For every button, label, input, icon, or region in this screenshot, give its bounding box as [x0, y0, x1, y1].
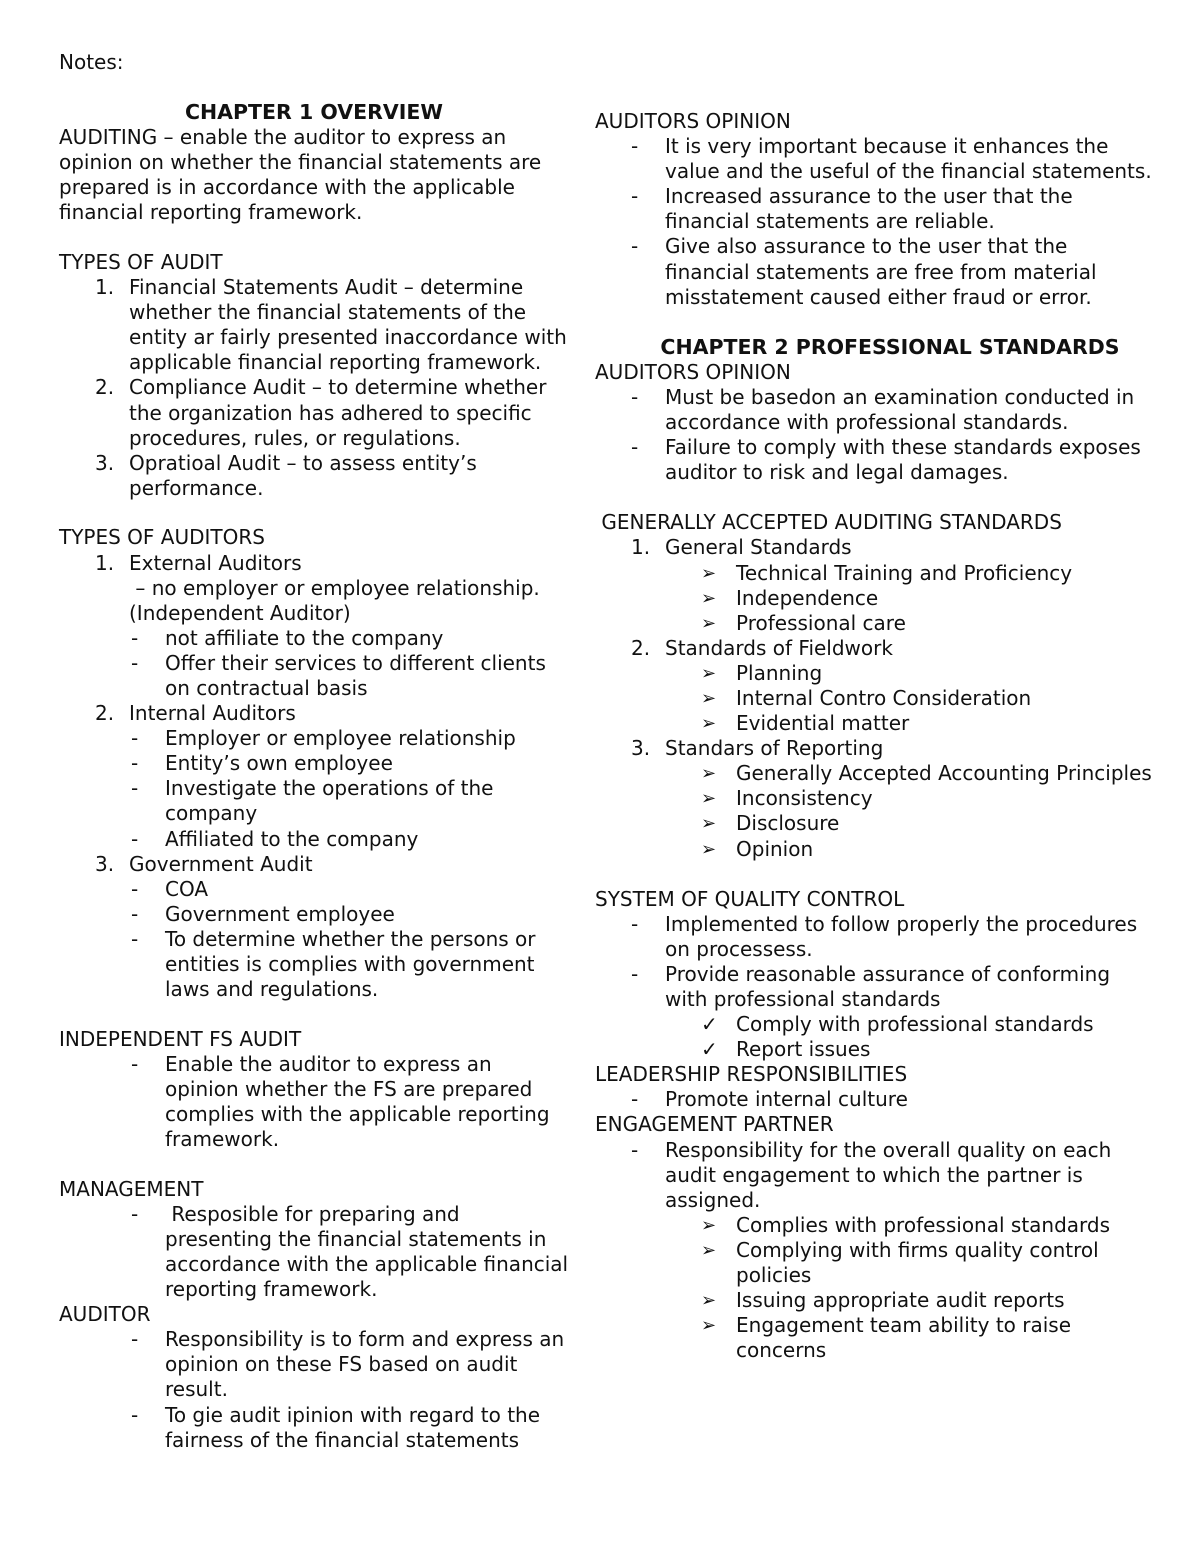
gaas-heading: GENERALLY ACCEPTED AUDITING STANDARDS	[595, 510, 1062, 535]
gaas-standards-of-fieldwork	[595, 636, 1155, 736]
list-item: ➢ Complies with professional standards	[701, 1212, 1111, 1237]
list-item: 2. Standards of Fieldwork	[631, 635, 893, 660]
list-item: ➢ Generally Accepted Accounting Principles	[701, 761, 1152, 786]
list-item: ➢ Opinion	[701, 836, 814, 861]
engagement-partner-list	[595, 1138, 1155, 1364]
list-item: - Failure to comply with these standards exposes auditor to risk and legal damages.	[631, 435, 1141, 485]
auditors-opinion-list-2	[595, 385, 1155, 485]
list-item: - Offer their services to different clients on contractual basis	[131, 650, 546, 700]
external-auditors-item: 1. External Auditors	[95, 550, 302, 575]
auditing-definition: AUDITING – enable the auditor to express an opinion on whether the financial statements are prepared is in accordance with the applicable financial reporting framework.	[59, 125, 542, 225]
internal-auditors-list	[59, 726, 569, 851]
types-of-audit-heading: TYPES OF AUDIT	[59, 249, 223, 274]
list-item: - It is very important because it enhances the value and the useful of the financial statements.	[631, 134, 1152, 184]
leadership-list	[595, 1087, 1155, 1112]
external-auditors-list	[59, 626, 569, 701]
list-item: ✓ Report issues	[701, 1037, 871, 1062]
auditors-opinion-list	[595, 134, 1155, 310]
list-item: 3. Standars of Reporting	[631, 736, 884, 761]
sqc-list	[595, 912, 1155, 1063]
list-item: - Resposible for preparing and presenting the financial statements in accordance with the applicable financial reporting framework.	[131, 1201, 575, 1302]
list-item: ➢ Complying with firms quality control policies	[701, 1237, 1099, 1288]
list-item: - COA	[131, 876, 209, 901]
list-item: - Must be basedon an examination conducted in accordance with professional standards.	[631, 384, 1135, 435]
list-item: - Provide reasonable assurance of conforming with professional standards	[631, 961, 1111, 1011]
auditor-heading: AUDITOR	[59, 1302, 151, 1327]
chapter-2-title: CHAPTER 2 PROFESSIONAL STANDARDS	[660, 334, 1120, 359]
external-auditors-desc: – no employer or employee relationship. (Independent Auditor)	[129, 575, 547, 625]
list-item: ➢ Professional care	[701, 610, 906, 635]
engagement-partner-heading: ENGAGEMENT PARTNER	[595, 1112, 834, 1137]
government-audit-list	[59, 877, 569, 1002]
list-item: - Responsibility for the overall quality on each audit engagement to which the partner is assigned.	[631, 1137, 1112, 1212]
right-column	[595, 109, 1155, 1363]
auditors-opinion-heading: AUDITORS OPINION	[595, 109, 791, 133]
gaas-standards-of-reporting	[595, 736, 1155, 861]
list-item: 2. Compliance Audit – to determine whether the organization has adhered to specific procedures, rules, or regulations.	[95, 375, 547, 450]
list-item: - To gie audit ipinion with regard to the fairness of the financial statements	[131, 1402, 541, 1452]
list-item: ➢ Issuing appropriate audit reports	[701, 1288, 1065, 1313]
auditor-list	[59, 1327, 569, 1452]
list-item: - Promote internal culture	[631, 1087, 908, 1112]
list-item: ➢ Internal Contro Consideration	[701, 685, 1032, 710]
list-item: - Affiliated to the company	[131, 826, 419, 851]
chapter-1-title: CHAPTER 1 OVERVIEW	[184, 100, 444, 124]
list-item: ➢ Independence	[701, 585, 879, 610]
list-item: ➢ Technical Training and Proficiency	[701, 560, 1073, 585]
independent-fs-audit-heading: INDEPENDENT FS AUDIT	[59, 1026, 302, 1051]
types-of-audit-list	[59, 275, 569, 501]
notes-label: Notes:	[59, 50, 124, 74]
list-item: - Entity’s own employee	[131, 751, 393, 776]
list-item: - Investigate the operations of the company	[131, 776, 494, 826]
sqc-heading: SYSTEM OF QUALITY CONTROL	[595, 886, 905, 911]
list-item: - Government employee	[131, 901, 395, 926]
management-list	[59, 1201, 575, 1302]
list-item: ➢ Evidential matter	[701, 711, 910, 736]
list-item: ➢ Engagement team ability to raise concerns	[701, 1313, 1072, 1363]
list-item: ➢ Inconsistency	[701, 786, 873, 811]
list-item: ➢ Planning	[701, 660, 823, 685]
list-item: - To determine whether the persons or entities is complies with government laws and regulations.	[131, 926, 536, 1002]
list-item: - Enable the auditor to express an opinion whether the FS are prepared complies with the applicable reporting framework.	[131, 1051, 550, 1152]
list-item: - Responsibility is to form and express an opinion on these FS based on audit result.	[131, 1327, 565, 1402]
list-item: - Implemented to follow properly the procedures on processess.	[631, 911, 1138, 961]
government-audit-item: 3. Government Audit	[95, 851, 313, 876]
independent-fs-audit-list	[59, 1052, 569, 1152]
list-item: 1. Financial Statements Audit – determine whether the financial statements of the entity ar fairly presented inaccordance with applicable financial reporting framework.	[95, 275, 567, 375]
list-item: - Employer or employee relationship	[131, 726, 516, 751]
list-item: - not affiliate to the company	[131, 625, 444, 650]
internal-auditors-item: 2. Internal Auditors	[95, 701, 296, 726]
list-item: ✓ Comply with professional standards	[701, 1012, 1094, 1037]
leadership-heading: LEADERSHIP RESPONSIBILITIES	[595, 1062, 908, 1087]
types-of-auditors-heading: TYPES OF AUDITORS	[59, 525, 265, 550]
auditors-opinion-heading-2: AUDITORS OPINION	[595, 359, 791, 384]
list-item: ➢ Disclosure	[701, 811, 840, 836]
left-column	[59, 100, 575, 1513]
list-item: - Increased assurance to the user that the financial statements are reliable.	[631, 184, 1073, 234]
list-item: 3. Opratioal Audit – to assess entity’s performance.	[95, 450, 477, 500]
list-item: - Give also assurance to the user that the financial statements are free from material misstatement caused either fraud or error.	[631, 234, 1097, 309]
list-item: 1. General Standards	[631, 535, 852, 560]
management-heading: MANAGEMENT	[59, 1176, 204, 1201]
gaas-general-standards	[595, 535, 1155, 635]
